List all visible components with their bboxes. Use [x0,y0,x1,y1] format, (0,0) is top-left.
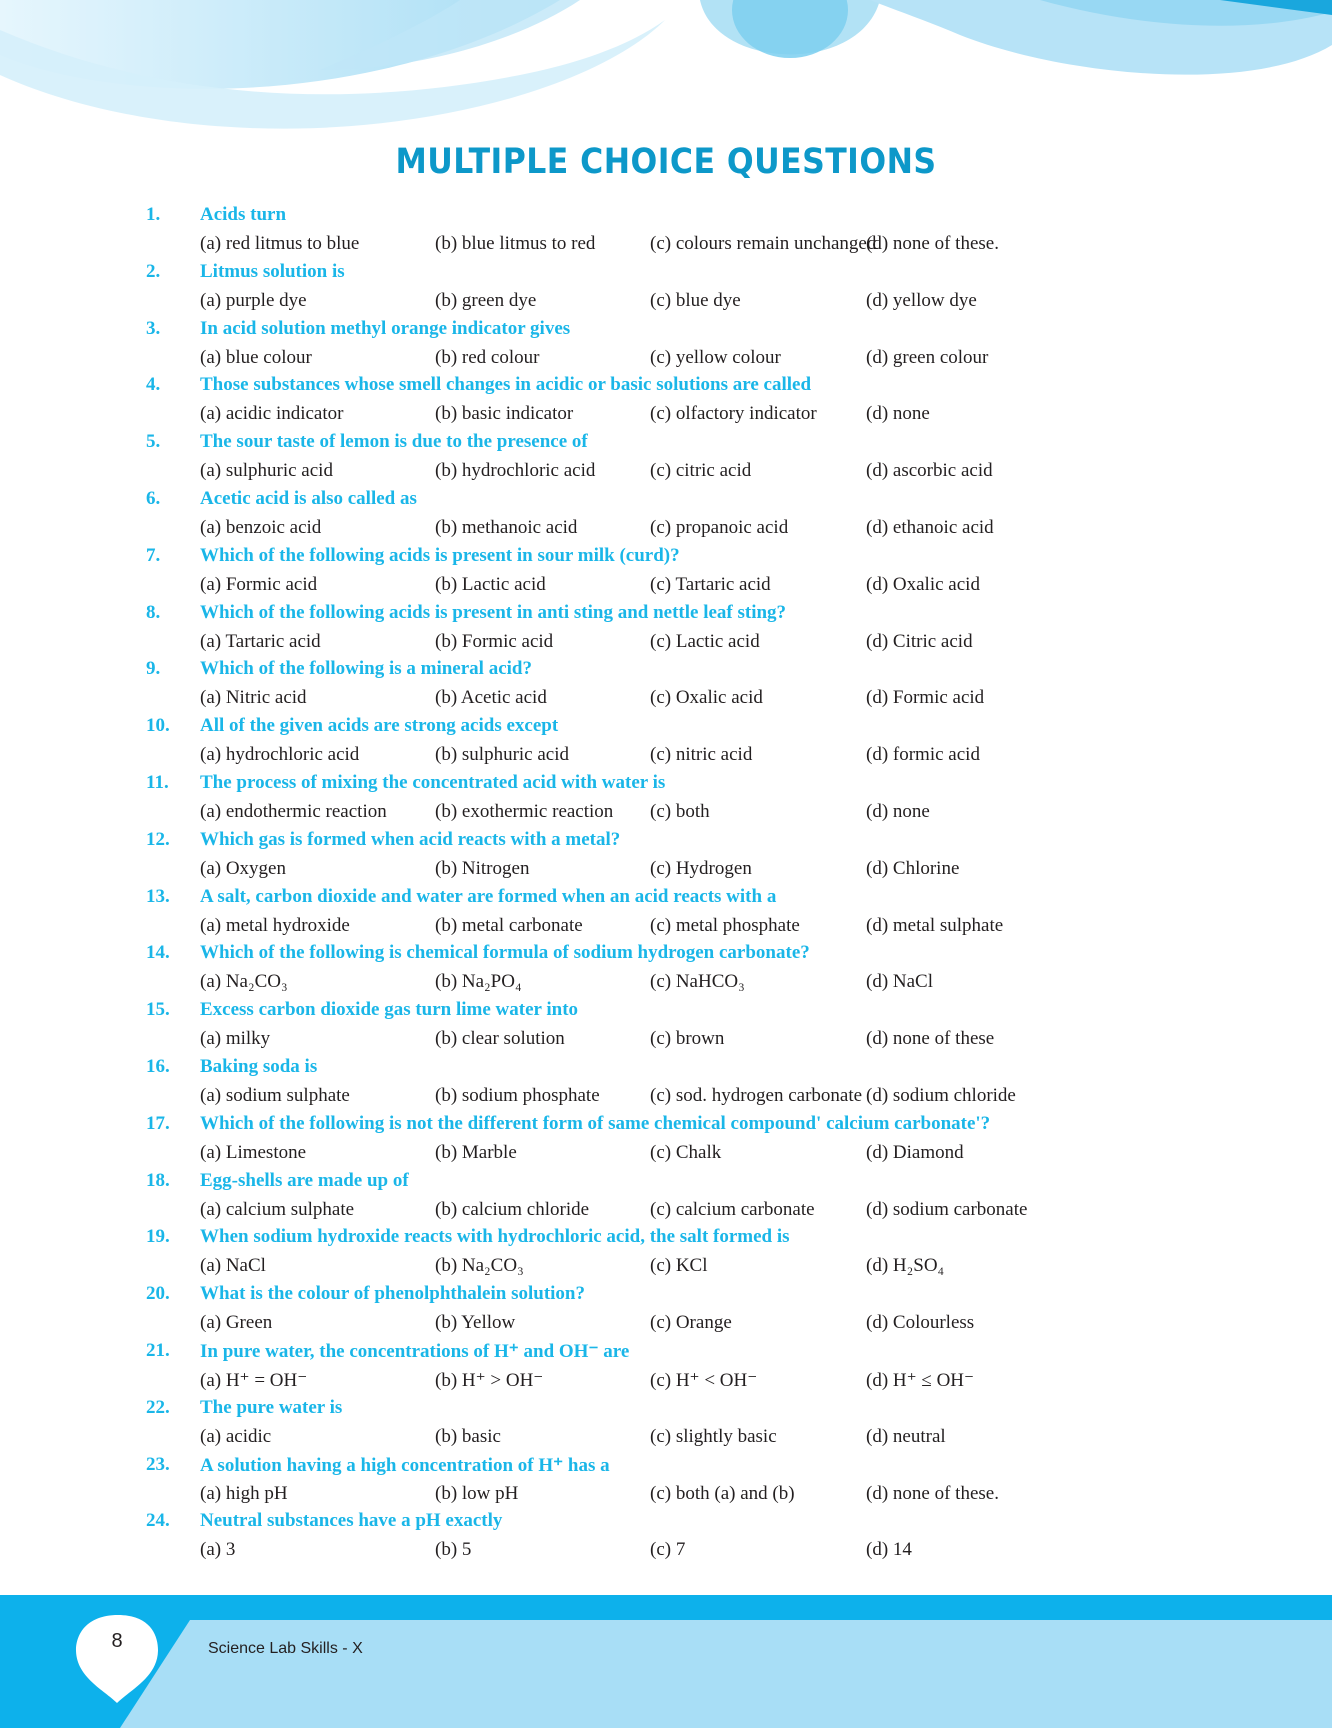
question-item [0,715,1332,772]
option-c: (c) citric acid [650,460,752,482]
option-a: (a) Tartaric acid [200,630,321,652]
option-b: (b) hydrochloric acid [435,460,596,482]
option-a: (a) milky [200,1028,271,1050]
question-item [0,1056,1332,1113]
option-b: (b) green dye [435,289,537,311]
question-number: 19. [146,1226,170,1248]
option-b: (b) basic [435,1425,501,1447]
question-text: The pure water is [200,1396,343,1418]
option-c: (c) NaHCO₃ [650,971,745,993]
option-b: (b) 5 [435,1539,472,1561]
question-item [0,999,1332,1056]
question-text: In pure water, the concentrations of H⁺ and OH⁻ are [200,1340,630,1362]
question-number: 14. [146,942,170,964]
question-text: Egg-shells are made up of [200,1169,409,1191]
option-b: (b) Yellow [435,1312,516,1334]
option-d: (d) ethanoic acid [866,516,994,538]
question-number: 9. [146,658,161,680]
option-d: (d) sodium chloride [866,1084,1016,1106]
option-a: (a) Limestone [200,1141,307,1163]
question-number: 5. [146,431,161,453]
question-text: Which of the following acids is present in anti sting and nettle leaf sting? [200,601,787,623]
question-item [0,431,1332,488]
option-c: (c) Oxalic acid [650,687,763,709]
question-text: Which of the following acids is present in sour milk (curd)? [200,544,680,566]
option-d: (d) ascorbic acid [866,460,993,482]
option-b: (b) Na₂PO₄ [435,971,522,993]
question-number: 22. [146,1396,170,1418]
question-item [0,602,1332,659]
option-d: (d) Chlorine [866,857,960,879]
question-text: A solution having a high concentration of H⁺ has a [200,1454,610,1476]
option-d: (d) sodium carbonate [866,1198,1028,1220]
option-b: (b) Lactic acid [435,573,546,595]
question-text: Which of the following is not the different form of same chemical compound' calcium carbonate'? [200,1112,991,1134]
question-text: The sour taste of lemon is due to the presence of [200,431,588,453]
option-c: (c) sod. hydrogen carbonate [650,1084,863,1106]
question-item [0,1340,1332,1397]
question-item [0,886,1332,943]
option-b: (b) methanoic acid [435,516,578,538]
option-d: (d) 14 [866,1539,912,1561]
question-item [0,488,1332,545]
question-text: All of the given acids are strong acids except [200,715,559,737]
option-b: (b) clear solution [435,1028,565,1050]
option-b: (b) calcium chloride [435,1198,590,1220]
option-b: (b) sulphuric acid [435,744,570,766]
question-number: 6. [146,487,161,509]
question-number: 3. [146,317,161,339]
question-text: Neutral substances have a pH exactly [200,1510,503,1532]
option-c: (c) Orange [650,1312,732,1334]
question-number: 11. [146,771,169,793]
option-c: (c) yellow colour [650,346,781,368]
question-item [0,1510,1332,1567]
question-item [0,261,1332,318]
question-list [0,204,1332,1567]
option-b: (b) red colour [435,346,540,368]
question-number: 18. [146,1169,170,1191]
option-a: (a) benzoic acid [200,516,322,538]
option-c: (c) both [650,800,710,822]
option-d: (d) none of these. [866,1482,999,1504]
option-b: (b) metal carbonate [435,914,583,936]
question-number: 10. [146,715,170,737]
question-item [0,204,1332,261]
option-b: (b) sodium phosphate [435,1084,600,1106]
option-c: (c) both (a) and (b) [650,1482,795,1504]
question-item [0,1113,1332,1170]
option-b: (b) exothermic reaction [435,800,614,822]
option-b: (b) Formic acid [435,630,554,652]
option-d: (d) H⁺ ≤ OH⁻ [866,1369,975,1391]
option-d: (d) none of these. [866,233,999,254]
question-text: Which gas is formed when acid reacts with a metal? [200,828,621,850]
option-d: (d) none [866,403,930,425]
option-a: (a) Na₂CO₃ [200,971,288,993]
option-c: (c) Hydrogen [650,857,752,879]
option-d: (d) none of these [866,1028,995,1050]
option-a: (a) metal hydroxide [200,914,350,936]
option-b: (b) Nitrogen [435,857,530,879]
option-b: (b) H⁺ > OH⁻ [435,1369,544,1391]
question-item [0,942,1332,999]
option-c: (c) Lactic acid [650,630,760,652]
option-b: (b) Marble [435,1141,517,1163]
question-item [0,374,1332,431]
option-a: (a) Green [200,1312,273,1334]
question-number: 8. [146,601,161,623]
option-a: (a) sulphuric acid [200,460,333,482]
option-c: (c) metal phosphate [650,914,800,936]
question-number: 13. [146,885,170,907]
option-c: (c) olfactory indicator [650,403,817,425]
option-d: (d) none [866,800,930,822]
question-number: 1. [146,204,161,225]
question-number: 16. [146,1055,170,1077]
option-d: (d) yellow dye [866,289,977,311]
page-title: MULTIPLE CHOICE QUESTIONS [395,142,937,182]
question-item [0,318,1332,375]
question-item [0,772,1332,829]
option-d: (d) Citric acid [866,630,973,652]
option-c: (c) KCl [650,1255,708,1277]
option-d: (d) neutral [866,1425,946,1447]
option-a: (a) Oxygen [200,857,286,879]
question-item [0,1283,1332,1340]
option-c: (c) H⁺ < OH⁻ [650,1369,758,1391]
question-number: 4. [146,374,161,396]
option-a: (a) hydrochloric acid [200,744,360,766]
question-item [0,1226,1332,1283]
question-number: 2. [146,260,161,282]
option-a: (a) endothermic reaction [200,800,387,822]
option-a: (a) 3 [200,1539,236,1561]
page-number: 8 [111,1630,123,1652]
question-text: What is the colour of phenolphthalein solution? [200,1283,586,1305]
question-text: The process of mixing the concentrated acid with water is [200,771,666,793]
option-d: (d) Colourless [866,1312,975,1334]
question-item [0,658,1332,715]
option-c: (c) calcium carbonate [650,1198,815,1220]
option-a: (a) calcium sulphate [200,1198,355,1220]
option-c: (c) colours remain unchanged [650,233,877,254]
question-text: Those substances whose smell changes in acidic or basic solutions are called [200,374,812,396]
question-text: Litmus solution is [200,260,345,282]
question-text: When sodium hydroxide reacts with hydrochloric acid, the salt formed is [200,1226,790,1248]
option-c: (c) 7 [650,1539,686,1561]
question-number: 12. [146,828,170,850]
option-c: (c) propanoic acid [650,516,789,538]
option-a: (a) red litmus to blue [200,233,360,254]
option-b: (b) Na₂CO₃ [435,1255,524,1277]
question-item [0,1397,1332,1454]
question-item [0,1170,1332,1227]
option-c: (c) brown [650,1028,725,1050]
option-d: (d) Diamond [866,1141,964,1163]
option-a: (a) sodium sulphate [200,1084,350,1106]
footer-band [0,1595,1332,1728]
option-d: (d) H₂SO₄ [866,1255,945,1277]
option-c: (c) blue dye [650,289,741,311]
option-a: (a) Formic acid [200,573,318,595]
question-number: 21. [146,1339,170,1361]
option-a: (a) acidic indicator [200,403,344,425]
header-wave-decoration [0,0,1332,150]
option-a: (a) blue colour [200,346,312,368]
option-c: (c) Tartaric acid [650,573,771,595]
question-item [0,1454,1332,1511]
question-number: 7. [146,544,161,566]
question-text: In acid solution methyl orange indicator gives [200,317,571,339]
option-d: (d) Formic acid [866,687,985,709]
option-c: (c) nitric acid [650,744,753,766]
option-c: (c) Chalk [650,1141,722,1163]
option-b: (b) blue litmus to red [435,233,596,254]
option-d: (d) Oxalic acid [866,573,980,595]
option-b: (b) low pH [435,1482,519,1504]
question-number: 15. [146,999,170,1021]
option-d: (d) formic acid [866,744,980,766]
question-text: Which of the following is a mineral acid? [200,658,532,680]
option-a: (a) acidic [200,1425,272,1447]
question-text: Excess carbon dioxide gas turn lime water into [200,999,579,1021]
question-item [0,829,1332,886]
book-title: Science Lab Skills - X [208,1640,363,1657]
option-a: (a) purple dye [200,289,307,311]
option-c: (c) slightly basic [650,1425,777,1447]
question-text: Acids turn [200,204,287,225]
option-d: (d) green colour [866,346,989,368]
question-item [0,545,1332,602]
option-a: (a) high pH [200,1482,288,1504]
option-d: (d) NaCl [866,971,934,993]
option-b: (b) basic indicator [435,403,574,425]
question-text: A salt, carbon dioxide and water are formed when an acid reacts with a [200,885,777,907]
option-b: (b) Acetic acid [435,687,547,709]
question-text: Baking soda is [200,1055,318,1077]
question-number: 24. [146,1510,170,1532]
question-number: 20. [146,1283,170,1305]
question-number: 17. [146,1112,170,1134]
option-d: (d) metal sulphate [866,914,1004,936]
question-number: 23. [146,1453,170,1475]
question-text: Acetic acid is also called as [200,487,417,509]
option-a: (a) H⁺ = OH⁻ [200,1369,308,1391]
question-text: Which of the following is chemical formula of sodium hydrogen carbonate? [200,942,810,964]
option-a: (a) NaCl [200,1255,266,1277]
option-a: (a) Nitric acid [200,687,307,709]
